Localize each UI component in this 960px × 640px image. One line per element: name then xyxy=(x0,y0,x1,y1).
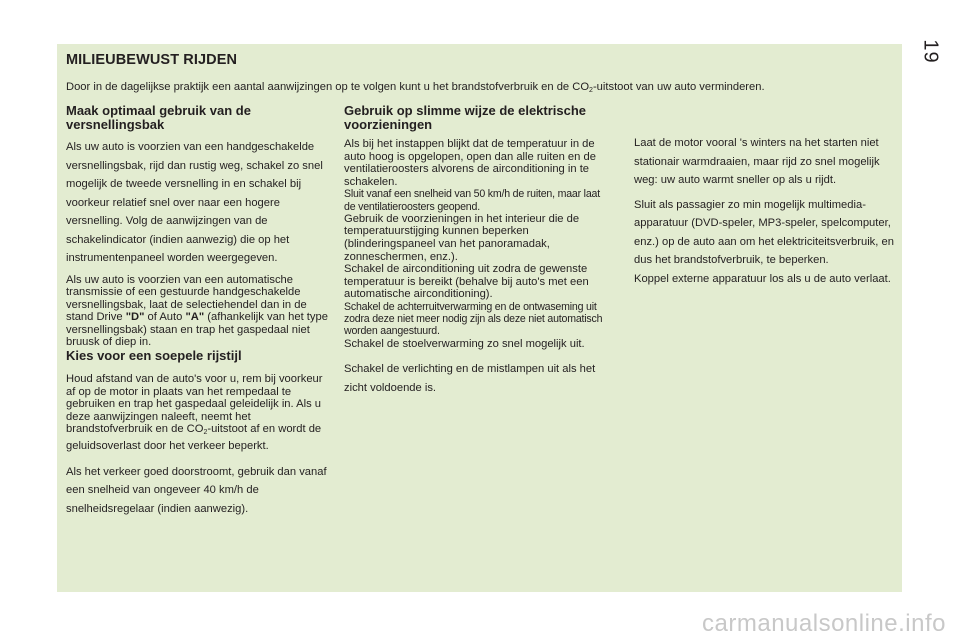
external-devices-text: Koppel externe apparatuur los als u de auto verlaat. xyxy=(634,272,891,285)
electrical-text-4: Schakel de airconditioning uit zodra de gewenste temperatuur is bereikt (behalve bij auto's met een automatische airconditioning). xyxy=(344,263,589,301)
column-left xyxy=(66,104,328,518)
multimedia-text: Sluit als passagier zo min mogelijk multimedia-apparatuur (DVD-speler, MP3-speler, spelcomputer, enz.) op de auto aan om het elektriciteitsverbruik, en dus het brandstofverbruik, te beperken. xyxy=(634,198,894,266)
section-heading-gearbox: Maak optimaal gebruik van de versnellingsbak xyxy=(66,103,251,132)
column-middle xyxy=(344,104,614,397)
column-right xyxy=(634,134,896,288)
section-heading-electrical: Gebruik op slimme wijze de elektrische voorzieningen xyxy=(344,103,587,132)
watermark: carmanualsonline.info xyxy=(702,610,946,637)
driving-style-text: Houd afstand van de auto's voor u, rem bij voorkeur af op de motor in plaats van het rempedaal te gebruiken en trap het gaspedaal geleidelijk in. Als u deze aanwijzingen naleeft, neemt het brandstofverbruik en de $CO_2$-uitstoot af en wordt de geluidsoverlast door het verkeer beperkt. xyxy=(66,373,323,453)
intro-text: Door in de dagelijkse praktijk een aantal aanwijzingen op te volgen kunt u het brandstofverbruik en de $CO_2$-uitstoot van uw auto verminderen. xyxy=(66,81,765,94)
electrical-text-5: Schakel de achterruitverwarming en de ontwaseming uit zodra deze niet meer nodig zijn als deze niet automatisch worden aangestuurd. xyxy=(344,300,603,338)
cruise-control-text: Als het verkeer goed doorstroomt, gebruik dan vanaf een snelheid van ongeveer 40 km/h de snelheidsregelaar (indien aanwezig). xyxy=(66,465,327,515)
page-number: 19 xyxy=(919,39,942,64)
content-panel xyxy=(57,44,902,592)
electrical-text-3: Gebruik de voorzieningen in het interieur die de temperatuurstijging kunnen beperken (blinderingspaneel van het panoramadak, zonneschermen, enz.). xyxy=(344,212,580,263)
electrical-text-1: Als bij het instappen blijkt dat de temperatuur in de auto hoog is opgelopen, open dan alle ruiten en de ventilatieroosters alvorens de airconditioning in te schakelen. xyxy=(344,138,596,188)
electrical-text-6: Schakel de stoelverwarming zo snel mogelijk uit. xyxy=(344,337,585,350)
page-title: MILIEUBEWUST RIJDEN xyxy=(66,52,238,68)
warmup-text: Laat de motor vooral 's winters na het starten niet stationair warmdraaien, maar rijd zo snel mogelijk weg: uw auto warmt sneller op als u rijdt. xyxy=(634,137,880,186)
gearbox-automatic-text: Als uw auto is voorzien van een automatische transmissie of een gestuurde handgeschakelde versnellingsbak, laat de selectiehendel dan in de stand Drive "D" of Auto "A" (afhankelijk van het type versnellingsbak) staan en trap het gaspedaal niet bruusk of diep in. xyxy=(66,273,328,349)
section-heading-driving-style: Kies voor een soepele rijstijl xyxy=(66,348,242,364)
gearbox-manual-text: Als uw auto is voorzien van een handgeschakelde versnellingsbak, rijd dan rustig weg, schakel zo snel mogelijk de tweede versnelling in en schakel bij voorkeur relatief snel over naar een hogere versnelling. Volg de aanwijzingen van de schakelindicator (indien aanwezig) die op het instrumentenpaneel worden weergegeven. xyxy=(66,141,323,264)
electrical-text-2: Sluit vanaf een snelheid van 50 km/h de ruiten, maar laat de ventilatieroosters geopend. xyxy=(344,188,600,213)
electrical-text-7: Schakel de verlichting en de mistlampen uit als het zicht voldoende is. xyxy=(344,363,596,394)
